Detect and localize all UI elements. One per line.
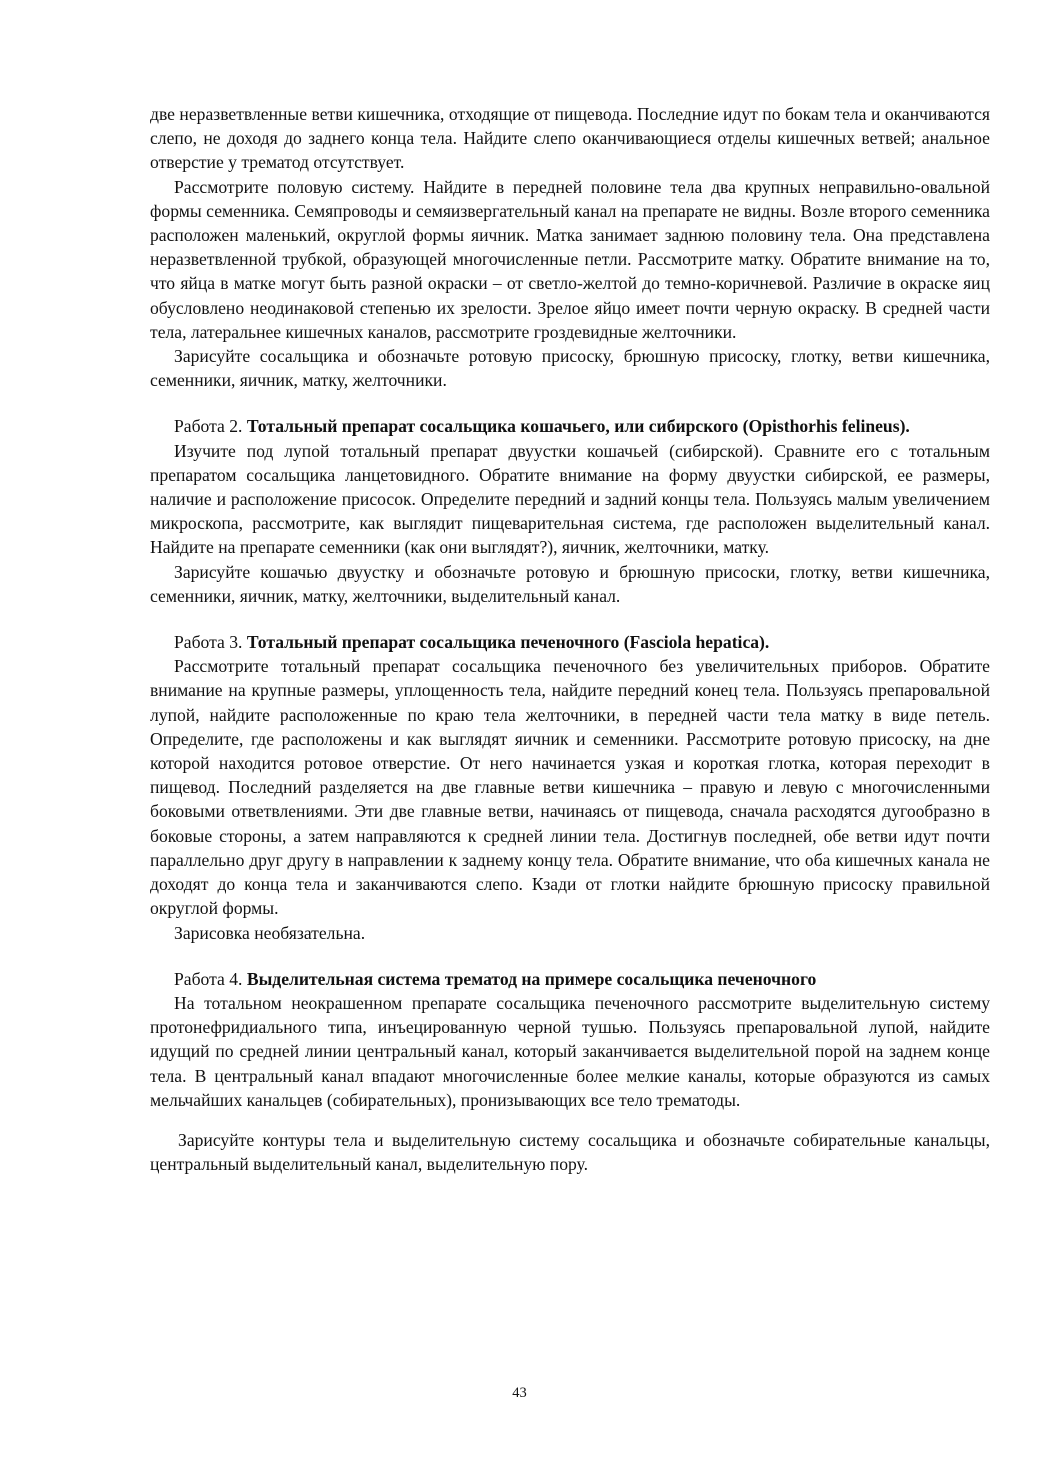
intro-paragraph-1: две неразветвленные ветви кишечника, отходящие от пищевода. Последние идут по бокам тела и оканчиваются слепо, не доходя до заднего конца тела. Найдите слепо оканчивающиеся отделы кишечных ветвей; анальное отверстие у трематод отсутствует. [150, 104, 990, 173]
paragraph-gap [150, 1112, 990, 1128]
work4-paragraph-2: Зарисуйте контуры тела и выделительную систему сосальщика и обозначьте собирательные канальцы, центральный выделительный канал, выделительную пору. [150, 1129, 990, 1175]
work2-title: Тотальный препарат сосальщика кошачьего, или сибирского (Opisthorhis felineus). [246, 416, 910, 437]
work3-paragraph-1: Рассмотрите тотальный препарат сосальщика печеночного без увеличительных приборов. Обратите внимание на крупные размеры, уплощенность тела, найдите передний конец тела. Пользуясь препаровальной лупой, найдите расположенные по краю тела желточники, в передней части тела матку в виде петель. Определите, где расположены и как выглядят яичник и семенники. Рассмотрите ротовую присоску, на дне которой находится ротовое отверстие. От него начинается узкая и короткая глотка, которая переходит в пищевод. Последний разделяется на две главные ветви кишечника – правую и левую с многочисленными боковыми ответвлениями. Эти две главные ветви, начинаясь от пищевода, сначала расходятся дугообразно в боковые стороны, а затем направляются к средней линии тела. Достигнув последней, обе ветви идут почти параллельно друг другу в направлении к заднему концу тела. Обратите внимание, что оба кишечных канала не доходят до конца тела и заканчиваются слепо. Кзади от глотки найдите брюшную присоску правильной округлой формы. [150, 656, 990, 919]
intro-paragraph-3: Зарисуйте сосальщика и обозначьте ротовую присоску, брюшную присоску, глотку, ветви кишечника, семенники, яичник, матку, желточники. [150, 346, 990, 391]
work4-paragraph-1: На тотальном неокрашенном препарате сосальщика печеночного рассмотрите выделительную систему протонефридиального типа, инъецированную черной тушью. Пользуясь препаровальной лупой, найдите идущий по средней линии центральный канал, который заканчивается выделительной порой на заднем конце тела. В центральный канал впадают многочисленные более мелкие каналы, которые образуются из самых мельчайших канальцев (собирательных), пронизывающих все тело трематоды. [150, 992, 990, 1110]
work2-paragraph-1: Изучите под лупой тотальный препарат двуустки кошачьей (сибирской). Сравните его с тотальным препаратом сосальщика ланцетовидного. Обратите внимание на форму двуустки сибирской, ее размеры, наличие и расположение присосок. Определите передний и задний концы тела. Пользуясь малым увеличением микроскопа, рассмотрите, как выглядит пищеварительная система, где расположен выделительный канал. Найдите на препарате семенники (как они выглядят?), яичник, желточники, матку. [150, 440, 990, 558]
work4-title: Выделительная система трематод на примере сосальщика печеночного [246, 968, 817, 989]
document-page [150, 102, 990, 1176]
work2-prefix: Работа 2. [174, 416, 247, 437]
work3-paragraph-2: Зарисовка необязательна. [174, 922, 366, 943]
work2-paragraph-2: Зарисуйте кошачью двуустку и обозначьте ротовую и брюшную присоски, глотку, ветви кишечника, семенники, яичник, матку, желточники, выделительный канал. [150, 561, 990, 606]
work4-heading [150, 967, 990, 991]
section-gap [150, 608, 990, 630]
work3-prefix: Работа 3. [174, 632, 247, 653]
page-number: 43 [512, 1385, 527, 1401]
work4-prefix: Работа 4. [174, 968, 247, 989]
section-gap [150, 945, 990, 967]
work2-heading [150, 414, 990, 438]
intro-paragraph-2: Рассмотрите половую систему. Найдите в передней половине тела два крупных неправильно-овальной формы семенника. Семяпроводы и семяизвергательный канал на препарате не видны. Возле второго семенника расположен маленький, округлой формы яичник. Матка занимает заднюю половину тела. Она представлена неразветвленной трубкой, образующей многочисленные петли. Рассмотрите матку. Обратите внимание на то, что яйца в матке могут быть разной окраски – от светло-желтой до темно-коричневой. Различие в окраске яиц обусловлено неодинаковой степенью их зрелости. Зрелое яйцо имеет почти черную окраску. В средней части тела, латеральнее кишечных каналов, рассмотрите гроздевидные желточники. [150, 176, 990, 342]
section-gap [150, 392, 990, 414]
work3-heading [150, 630, 990, 654]
work3-title: Тотальный препарат сосальщика печеночного (Fasciola hepatica). [246, 632, 770, 653]
